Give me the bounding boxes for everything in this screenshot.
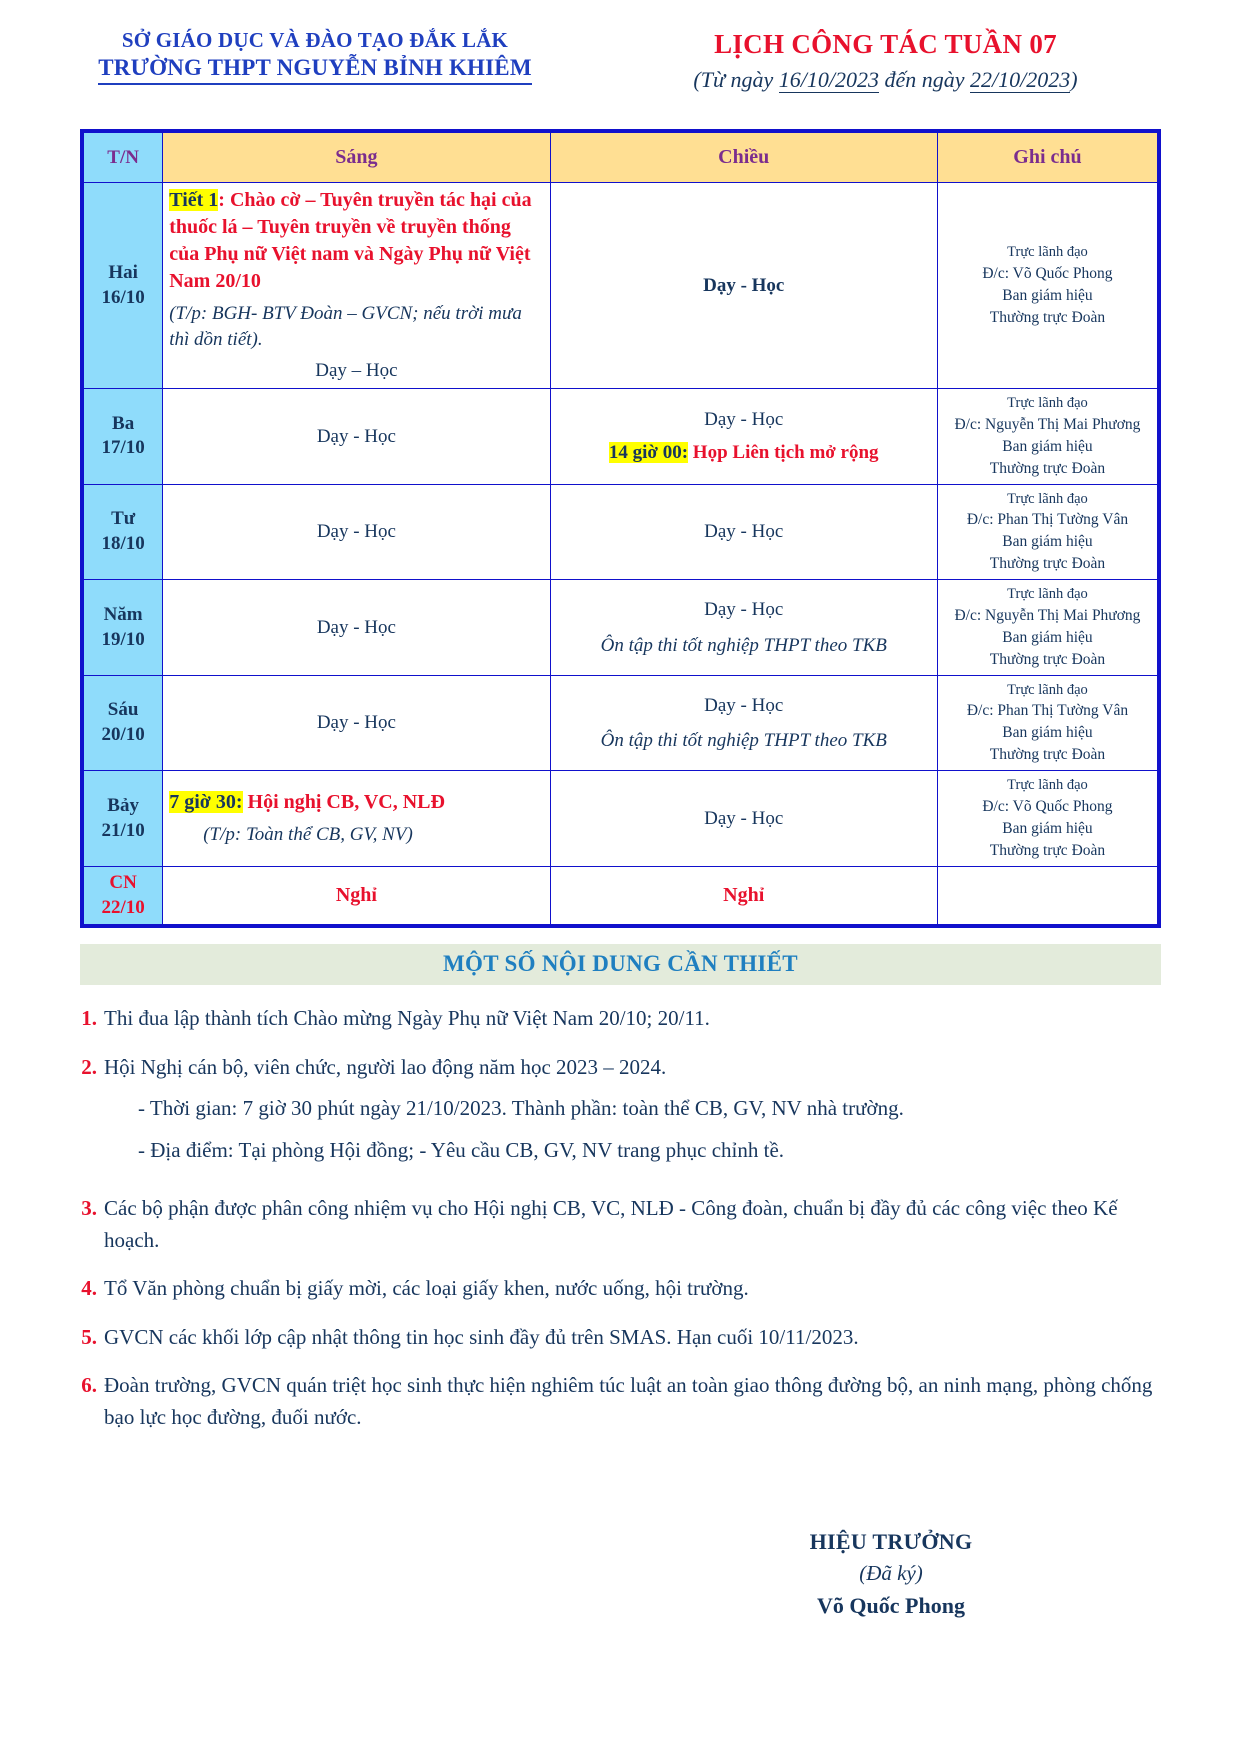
afternoon-main-label: Dạy - Học: [704, 408, 784, 430]
note-line-2: Đ/c: Phan Thị Tường Vân: [966, 511, 1129, 529]
note-line-3: Ban giám hiệu: [1002, 819, 1093, 837]
day-date: 20/10: [101, 724, 145, 746]
column-header-day: T/N: [84, 133, 163, 183]
afternoon-cell-tuesday: [550, 389, 937, 485]
morning-conference-line: [169, 788, 543, 817]
morning-cell-saturday: [163, 771, 550, 867]
signature-block: [741, 1525, 1041, 1623]
day-name: Sáu: [107, 699, 139, 721]
list-item: [78, 1273, 1163, 1305]
date-range-middle: đến ngày: [878, 66, 971, 92]
column-header-notes: Ghi chú: [937, 133, 1157, 183]
list-item-number: 5.: [81, 1324, 97, 1349]
table-row: [84, 183, 1158, 389]
list-item: [78, 1052, 1163, 1177]
page-title: LỊCH CÔNG TÁC TUẦN 07: [714, 29, 1057, 59]
meeting-title: Họp Liên tịch mở rộng: [688, 442, 879, 464]
signature-title: HIỆU TRƯỞNG: [809, 1528, 973, 1554]
note-line-4: Thường trực Đoàn: [989, 650, 1106, 668]
list-item-number: 4.: [81, 1276, 97, 1301]
list-item-text: Đoàn trường, GVCN quán triệt học sinh thực hiện nghiêm túc luật an toàn giao thông đường bộ, an ninh mạng, phòng chống bạo lực học đường, đuối nước.: [104, 1373, 1153, 1429]
table-row: [84, 675, 1158, 771]
afternoon-review-note: Ôn tập thi tốt nghiệp THPT theo TKB: [600, 634, 887, 656]
list-item-number: 2.: [81, 1054, 97, 1079]
column-header-afternoon: Chiều: [550, 133, 937, 183]
day-name: Hai: [108, 261, 138, 283]
conference-title: Hội nghị CB, VC, NLĐ: [242, 791, 445, 814]
morning-cell-sunday: [163, 866, 550, 924]
day-label-tuesday: [84, 389, 163, 485]
afternoon-cell-saturday: [550, 771, 937, 867]
day-name: Tư: [111, 508, 136, 530]
table-row: [84, 866, 1158, 924]
note-line-4: Thường trực Đoàn: [989, 746, 1106, 764]
morning-main-label: Dạy - Học: [316, 425, 396, 447]
day-name: Năm: [103, 603, 143, 625]
table-row: [84, 580, 1158, 676]
morning-activity-text: [169, 187, 543, 295]
notes-cell-wednesday: [937, 484, 1157, 580]
conference-time-highlight: 7 giờ 30:: [169, 791, 243, 814]
list-item-number: 1.: [81, 1006, 97, 1031]
signature-signed-note: (Đã ký): [859, 1560, 923, 1585]
list-item-text: Thi đua lập thành tích Chào mừng Ngày Phụ nữ Việt Nam 20/10; 20/11.: [104, 1006, 710, 1031]
notes-cell-friday: [937, 675, 1157, 771]
day-label-saturday: [84, 771, 163, 867]
list-item-number: 3.: [81, 1196, 97, 1221]
day-label-sunday: [84, 866, 163, 924]
morning-cell-wednesday: [163, 484, 550, 580]
afternoon-cell-thursday: [550, 580, 937, 676]
day-date: 21/10: [101, 819, 145, 841]
date-range-suffix: ): [1070, 66, 1078, 92]
note-line-1: Trực lãnh đạo: [1007, 777, 1088, 794]
afternoon-cell-wednesday: [550, 484, 937, 580]
list-item-number: 6.: [81, 1373, 97, 1398]
schedule-table-wrapper: [80, 129, 1161, 928]
content-section-title: MỘT SỐ NỘI DUNG CẦN THIẾT: [80, 944, 1161, 985]
list-item-text: Tổ Văn phòng chuẩn bị giấy mời, các loại giấy khen, nước uống, hội trường.: [104, 1276, 749, 1301]
date-range: [585, 66, 1186, 94]
organization-block: [55, 28, 575, 85]
list-item-text: Hội Nghị cán bộ, viên chức, người lao động năm học 2023 – 2024.: [104, 1054, 667, 1079]
list-item-text: Các bộ phận được phân công nhiệm vụ cho Hội nghị CB, VC, NLĐ - Công đoàn, chuẩn bị đầy đủ các công việc theo Kế hoạch.: [104, 1196, 1118, 1252]
note-line-4: Thường trực Đoàn: [989, 459, 1106, 477]
notes-cell-monday: [937, 183, 1157, 389]
content-notes-list: [78, 1003, 1163, 1433]
period-highlight: Tiết 1: [169, 189, 219, 212]
morning-main-label: Dạy - Học: [316, 712, 396, 734]
note-line-1: Trực lãnh đạo: [1007, 681, 1088, 698]
day-label-friday: [84, 675, 163, 771]
note-line-3: Ban giám hiệu: [1002, 628, 1093, 646]
day-date: 22/10: [101, 896, 145, 918]
note-line-1: Trực lãnh đạo: [1007, 395, 1088, 412]
list-sub-item-location: - Địa điểm: Tại phòng Hội đồng; - Yêu cầu CB, GV, NV trang phục chỉnh tề.: [138, 1137, 785, 1162]
day-label-wednesday: [84, 484, 163, 580]
date-range-prefix: (Từ ngày: [693, 66, 779, 92]
morning-main-label: Dạy - Học: [316, 521, 396, 543]
afternoon-cell-monday: [550, 183, 937, 389]
note-line-1: Trực lãnh đạo: [1007, 244, 1088, 261]
note-line-2: Đ/c: Nguyễn Thị Mai Phương: [954, 606, 1141, 624]
day-name: Ba: [112, 412, 135, 434]
note-line-2: Đ/c: Võ Quốc Phong: [982, 264, 1113, 282]
day-label-thursday: [84, 580, 163, 676]
notes-cell-tuesday: [937, 389, 1157, 485]
day-date: 19/10: [101, 628, 145, 650]
date-range-end: 22/10/2023: [970, 66, 1071, 92]
afternoon-cell-friday: [550, 675, 937, 771]
department-name: SỞ GIÁO DỤC VÀ ĐÀO TẠO ĐẮK LẮK: [121, 28, 509, 52]
note-line-3: Ban giám hiệu: [1002, 286, 1093, 304]
table-row: [84, 484, 1158, 580]
day-name: Bảy: [107, 794, 139, 816]
afternoon-main-label: Dạy - Học: [703, 274, 785, 296]
morning-cell-friday: [163, 675, 550, 771]
afternoon-main-label: Dạy - Học: [704, 694, 784, 716]
rest-label-morning: Nghỉ: [335, 884, 377, 907]
school-name: TRƯỜNG THPT NGUYỄN BỈNH KHIÊM: [98, 54, 531, 85]
meeting-time-highlight: 14 giờ 00:: [608, 442, 689, 464]
table-row: [84, 389, 1158, 485]
notes-cell-thursday: [937, 580, 1157, 676]
note-line-3: Ban giám hiệu: [1002, 437, 1093, 455]
note-line-4: Thường trực Đoàn: [989, 308, 1106, 326]
notes-cell-saturday: [937, 771, 1157, 867]
date-range-start: 16/10/2023: [778, 66, 879, 92]
afternoon-main-label: Dạy - Học: [704, 521, 784, 543]
afternoon-main-label: Dạy - Học: [704, 807, 784, 829]
morning-cell-thursday: [163, 580, 550, 676]
table-header-row: [84, 133, 1158, 183]
note-line-2: Đ/c: Nguyễn Thị Mai Phương: [954, 415, 1141, 433]
note-line-4: Thường trực Đoàn: [989, 555, 1106, 573]
signature-name: Võ Quốc Phong: [817, 1593, 965, 1618]
day-date: 16/10: [101, 286, 145, 308]
list-item-text: GVCN các khối lớp cập nhật thông tin học sinh đầy đủ trên SMAS. Hạn cuối 10/11/2023.: [104, 1324, 859, 1349]
weekly-schedule-table: [83, 132, 1158, 925]
note-line-2: Đ/c: Phan Thị Tường Vân: [966, 702, 1129, 720]
column-header-morning: Sáng: [163, 133, 550, 183]
note-line-1: Trực lãnh đạo: [1007, 490, 1088, 507]
notes-cell-sunday: [937, 866, 1157, 924]
table-row: [84, 771, 1158, 867]
day-name: CN: [109, 871, 137, 893]
note-line-3: Ban giám hiệu: [1002, 724, 1093, 742]
morning-participants-note: (T/p: BGH- BTV Đoàn – GVCN; nếu trời mưa thì dồn tiết).: [169, 303, 522, 350]
note-line-4: Thường trực Đoàn: [989, 841, 1106, 859]
list-item-body: [104, 1052, 1163, 1177]
afternoon-main-label: Dạy - Học: [704, 598, 784, 620]
list-sub-item-time: - Thời gian: 7 giờ 30 phút ngày 21/10/2023. Thành phần: toàn thể CB, GV, NV nhà trường.: [138, 1096, 904, 1121]
day-date: 17/10: [101, 437, 145, 459]
note-line-3: Ban giám hiệu: [1002, 533, 1093, 551]
title-block: [575, 28, 1186, 93]
note-line-2: Đ/c: Võ Quốc Phong: [982, 797, 1113, 815]
afternoon-meeting-line: [557, 439, 931, 467]
list-item: [78, 1003, 1163, 1035]
day-label-monday: [84, 183, 163, 389]
morning-main-label: Dạy - Học: [316, 616, 396, 638]
day-date: 18/10: [101, 532, 145, 554]
morning-participants-note: (T/p: Toàn thể CB, GV, NV): [203, 824, 413, 846]
list-item: [78, 1193, 1163, 1256]
document-header: [0, 0, 1241, 93]
note-line-1: Trực lãnh đạo: [1007, 586, 1088, 603]
morning-activity-detail: : Chào cờ – Tuyên truyền tác hại của thuốc lá – Tuyên truyền về truyền thống của Phụ nữ Việt nam và Ngày Phụ nữ Việt Nam 20/10: [169, 189, 532, 293]
morning-cell-tuesday: [163, 389, 550, 485]
morning-teaching-label: Dạy – Học: [315, 359, 398, 381]
list-item: [78, 1322, 1163, 1354]
afternoon-cell-sunday: [550, 866, 937, 924]
rest-label-afternoon: Nghỉ: [723, 884, 765, 907]
list-item: [78, 1370, 1163, 1433]
afternoon-review-note: Ôn tập thi tốt nghiệp THPT theo TKB: [600, 730, 887, 752]
morning-cell-monday: [163, 183, 550, 389]
